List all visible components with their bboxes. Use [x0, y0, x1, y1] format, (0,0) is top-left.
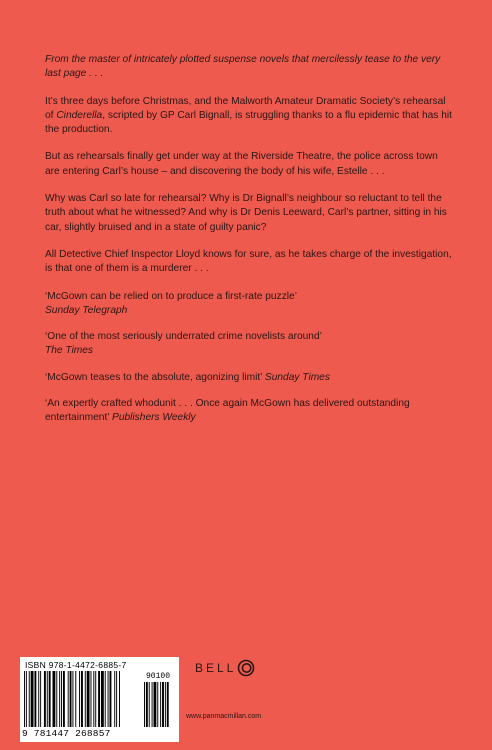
bello-o-icon — [237, 659, 255, 677]
publisher-logo — [195, 656, 255, 680]
review-quote-4 — [45, 397, 455, 426]
review-quote-1 — [45, 290, 455, 319]
logo-wordmark: BELL — [195, 661, 237, 675]
quote-source: Sunday Times — [264, 371, 330, 383]
quote-source: The Times — [45, 345, 94, 357]
review-quote-3 — [45, 371, 455, 385]
isbn-label: ISBN 978-1-4472-6885-7 — [25, 660, 127, 670]
quote-text: ‘An expertly crafted whodunit . . . Once again McGown has delivered outstanding entertainment’ — [45, 398, 410, 424]
blurb-paragraph-2: But as rehearsals finally get under way at the Riverside Theatre, the police across town are entering Carl’s house – and discovering the body of his wife, Estelle . . . — [45, 151, 438, 177]
quote-text: ‘McGown teases to the absolute, agonizing limit’ — [45, 371, 263, 383]
quote-text: ‘McGown can be relied on to produce a first-rate puzzle’ — [45, 290, 297, 302]
barcode-addon-icon — [144, 682, 174, 727]
lead-tagline: From the master of intricately plotted suspense novels that mercilessly tease to the very last page . . . — [45, 54, 441, 80]
quote-text: ‘One of the most seriously underrated crime novelists around’ — [45, 331, 322, 343]
barcode-addon-number: 90100 — [146, 672, 171, 681]
blurb-block — [45, 53, 455, 438]
barcode-number: 9 781447 268857 — [22, 728, 111, 739]
quote-source: Publishers Weekly — [112, 412, 196, 424]
barcode-panel — [20, 657, 179, 742]
blurb-p1-end: , scripted by GP Carl Bignall, is struggling thanks to a flu epidemic that has hit the production. — [45, 109, 452, 136]
quote-source: Sunday Telegraph — [45, 304, 128, 316]
barcode-icon — [24, 671, 142, 727]
blurb-paragraph-3: Why was Carl so late for rehearsal? Why is Dr Bignall’s neighbour so reluctant to tell the truth about what he witnessed? And why is Dr Denis Leeward, Carl’s partner, sitting in his car, slightly bruised and in a state of guilty panic? — [45, 193, 447, 233]
publisher-url: www.panmacmillan.com — [186, 713, 262, 720]
blurb-paragraph-4: All Detective Chief Inspector Lloyd knows for sure, as he takes charge of the investigation, is that one of them is a murderer . . . — [45, 248, 452, 275]
review-quote-2 — [45, 330, 455, 359]
blurb-p1-start: It’s three days before Christmas, and the Malworth Amateur Dramatic Society’s rehearsal of — [45, 95, 446, 121]
blurb-paragraph-1 — [45, 95, 455, 138]
play-title: Cinderella — [56, 109, 103, 121]
